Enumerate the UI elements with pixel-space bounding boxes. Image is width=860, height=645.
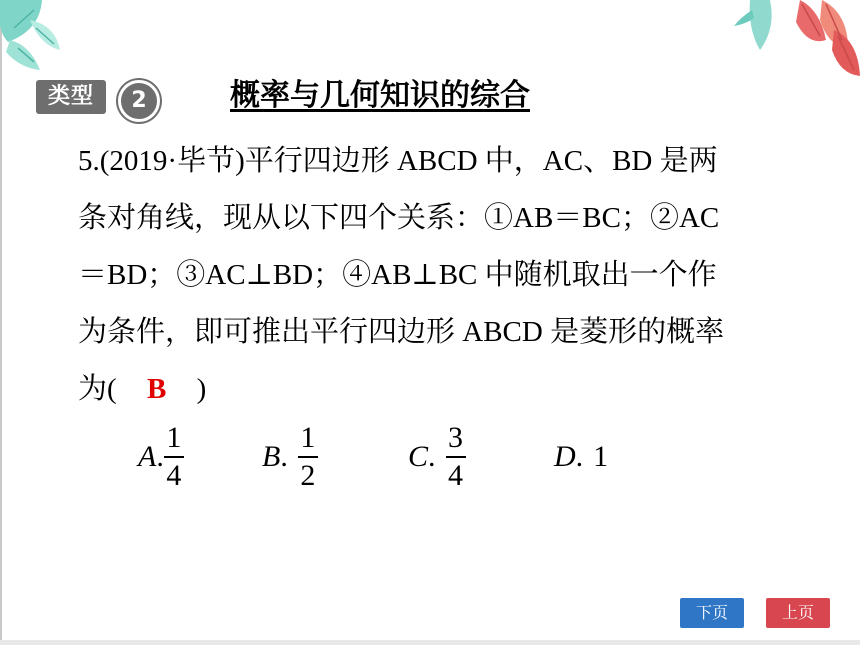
option-separator: .: [575, 440, 584, 473]
question-line: 条对角线，现从以下四个关系：①AB＝BC；②AC: [78, 202, 720, 234]
option-a: [138, 420, 184, 494]
question-line: ＝BD；③AC⊥BD；④AB⊥BC 中随机取出一个作: [78, 259, 717, 291]
fraction-denominator: 2: [300, 459, 316, 492]
question-line: 5.(2019·毕节)平行四边形 ABCD 中，AC、BD 是两: [78, 145, 718, 177]
option-value: 1: [593, 440, 609, 473]
option-fraction: [164, 423, 184, 491]
type-badge: 类型: [36, 80, 106, 114]
option-b: [262, 420, 318, 494]
fraction-numerator: 1: [166, 421, 182, 454]
option-fraction: [446, 423, 466, 491]
option-letter: C: [408, 440, 429, 473]
next-page-button[interactable]: 下页: [680, 598, 744, 628]
fraction-denominator: 4: [448, 459, 464, 492]
question-line: 为条件，即可推出平行四边形 ABCD 是菱形的概率: [78, 316, 725, 348]
fraction-bar: [298, 456, 318, 458]
fraction-numerator: 3: [448, 421, 464, 454]
flower-decoration-icon: [730, 0, 860, 80]
question-text: [78, 133, 798, 418]
fraction-bar: [446, 456, 466, 458]
blank-prefix: 为(: [78, 373, 117, 405]
blank-suffix: ): [196, 373, 207, 405]
option-d: [554, 420, 608, 494]
option-fraction: [298, 423, 318, 491]
option-separator: .: [280, 440, 288, 473]
fraction-denominator: 4: [166, 459, 182, 492]
leaf-decoration-icon: [0, 0, 90, 80]
answer-options: [138, 420, 738, 494]
option-letter: B: [262, 440, 281, 473]
fraction-numerator: 1: [300, 421, 316, 454]
prev-page-button[interactable]: 上页: [766, 598, 830, 628]
section-title: 概率与几何知识的综合: [230, 78, 530, 113]
bottom-border: [0, 640, 860, 645]
left-border: [0, 0, 2, 645]
fraction-bar: [164, 456, 184, 458]
type-number-badge: 2: [118, 80, 160, 122]
answer-line: [78, 361, 798, 418]
option-letter: A: [138, 440, 157, 473]
option-separator: .: [156, 440, 164, 473]
option-letter: D: [554, 440, 576, 473]
answer-text: B: [147, 373, 167, 405]
option-c: [408, 420, 466, 494]
option-separator: .: [428, 440, 436, 473]
